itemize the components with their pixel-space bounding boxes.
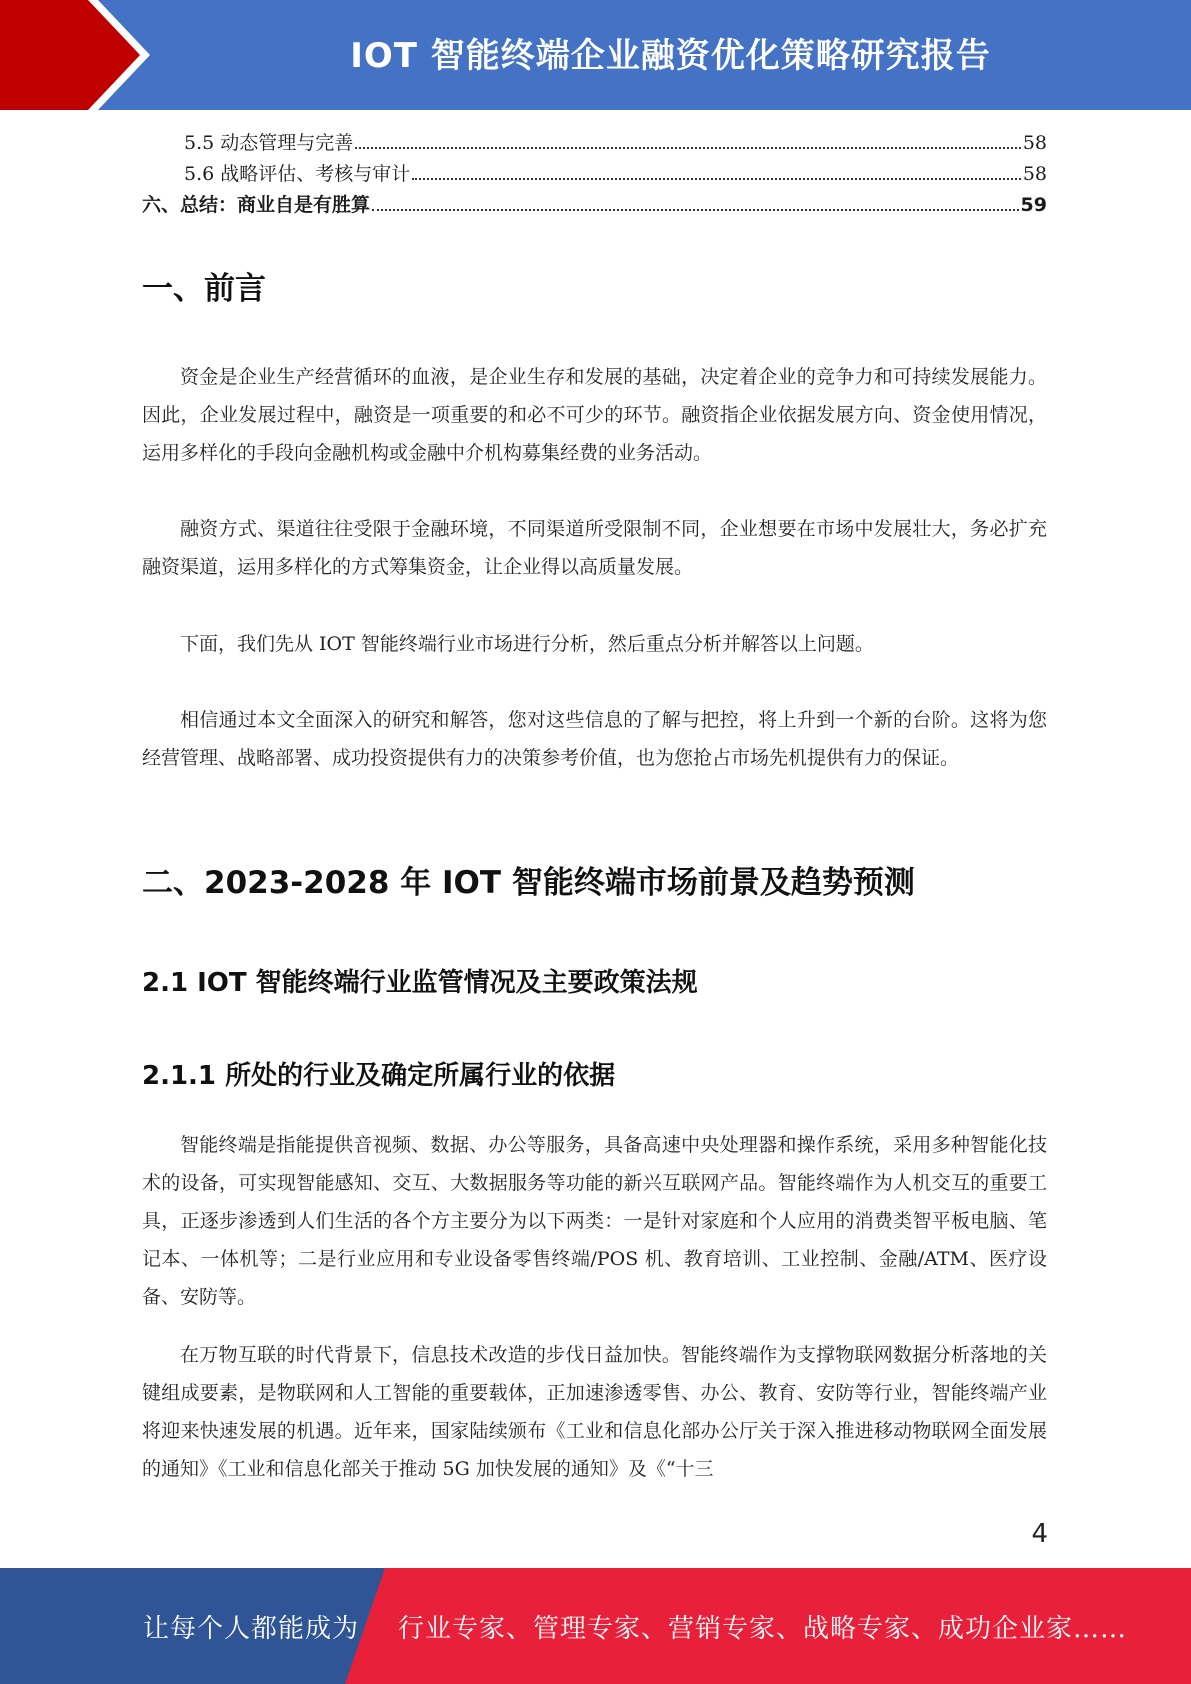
report-title: IOT 智能终端企业融资优化策略研究报告 (350, 36, 991, 76)
paragraph: 在万物互联的时代背景下，信息技术改造的步伐日益加快。智能终端作为支撑物联网数据分析落地的关键组成要素，是物联网和人工智能的重要载体，正加速渗透零售、办公、教育、安防等行业，智能终端产业将迎来快速发展的机遇。近年来，国家陆续颁布《工业和信息化部办公厅关于深入推进移动物联网全面发展的通知》《工业和信息化部关于推动 5G 加快发展的通知》及《“十三 (142, 1344, 1047, 1480)
paragraph: 融资方式、渠道往往受限于金融环境，不同渠道所受限制不同，企业想要在市场中发展壮大，务必扩充融资渠道，运用多样化的方式筹集资金，让企业得以高质量发展。 (142, 518, 1047, 578)
paragraph: 下面，我们先从 IOT 智能终端行业市场进行分析，然后重点分析并解答以上问题。 (180, 633, 874, 655)
table-of-contents (142, 128, 1047, 221)
toc-entry-label: 六、总结：商业自是有胜算 (142, 194, 371, 216)
preface-heading: 一、前言 (142, 271, 266, 307)
toc-leader (412, 164, 1021, 180)
toc-entry-label: 5.5 动态管理与完善 (184, 132, 354, 154)
paragraph: 资金是企业生产经营循环的血液，是企业生存和发展的基础，决定着企业的竞争力和可持续发展能力。因此，企业发展过程中，融资是一项重要的和必不可少的环节。融资指企业依据发展方向、资金使用情况，运用多样化的手段向金融机构或金融中介机构募集经费的业务活动。 (142, 366, 1047, 464)
page-header (0, 0, 1191, 110)
toc-entry[interactable] (142, 190, 1047, 221)
page-footer (0, 1568, 1191, 1684)
chapter-heading: 二、2023-2028 年 IOT 智能终端市场前景及趋势预测 (142, 865, 915, 901)
toc-entry[interactable] (142, 128, 1047, 159)
toc-entry-page: 59 (1020, 194, 1047, 216)
toc-entry-page: 58 (1022, 132, 1047, 154)
toc-leader (372, 195, 1019, 211)
toc-entry-label: 5.6 战略评估、考核与审计 (184, 163, 411, 185)
paragraph: 相信通过本文全面深入的研究和解答，您对这些信息的了解与把控，将上升到一个新的台阶。这将为您经营管理、战略部署、成功投资提供有力的决策参考价值，也为您抢占市场先机提供有力的保证。 (142, 709, 1047, 769)
section-heading: 2.1 IOT 智能终端行业监管情况及主要政策法规 (142, 968, 698, 998)
page-number: 4 (1031, 1519, 1048, 1549)
toc-entry-page: 58 (1022, 163, 1047, 185)
footer-slogan-left: 让每个人都能成为 (143, 1614, 360, 1644)
footer-slogan-right: 行业专家、管理专家、营销专家、战略专家、成功企业家…… (398, 1614, 1128, 1644)
paragraph: 智能终端是指能提供音视频、数据、办公等服务，具备高速中央处理器和操作系统，采用多种智能化技术的设备，可实现智能感知、交互、大数据服务等功能的新兴互联网产品。智能终端作为人机交互的重要工具，正逐步渗透到人们生活的各个方主要分为以下两类：一是针对家庭和个人应用的消费类智平板电脑、笔记本、一体机等；二是行业应用和专业设备零售终端/POS 机、教育培训、工业控制、金融/ATM、医疗设备、安防等。 (142, 1134, 1047, 1308)
toc-entry[interactable] (142, 159, 1047, 190)
subsection-heading: 2.1.1 所处的行业及确定所属行业的依据 (142, 1061, 616, 1091)
toc-leader (355, 133, 1021, 149)
